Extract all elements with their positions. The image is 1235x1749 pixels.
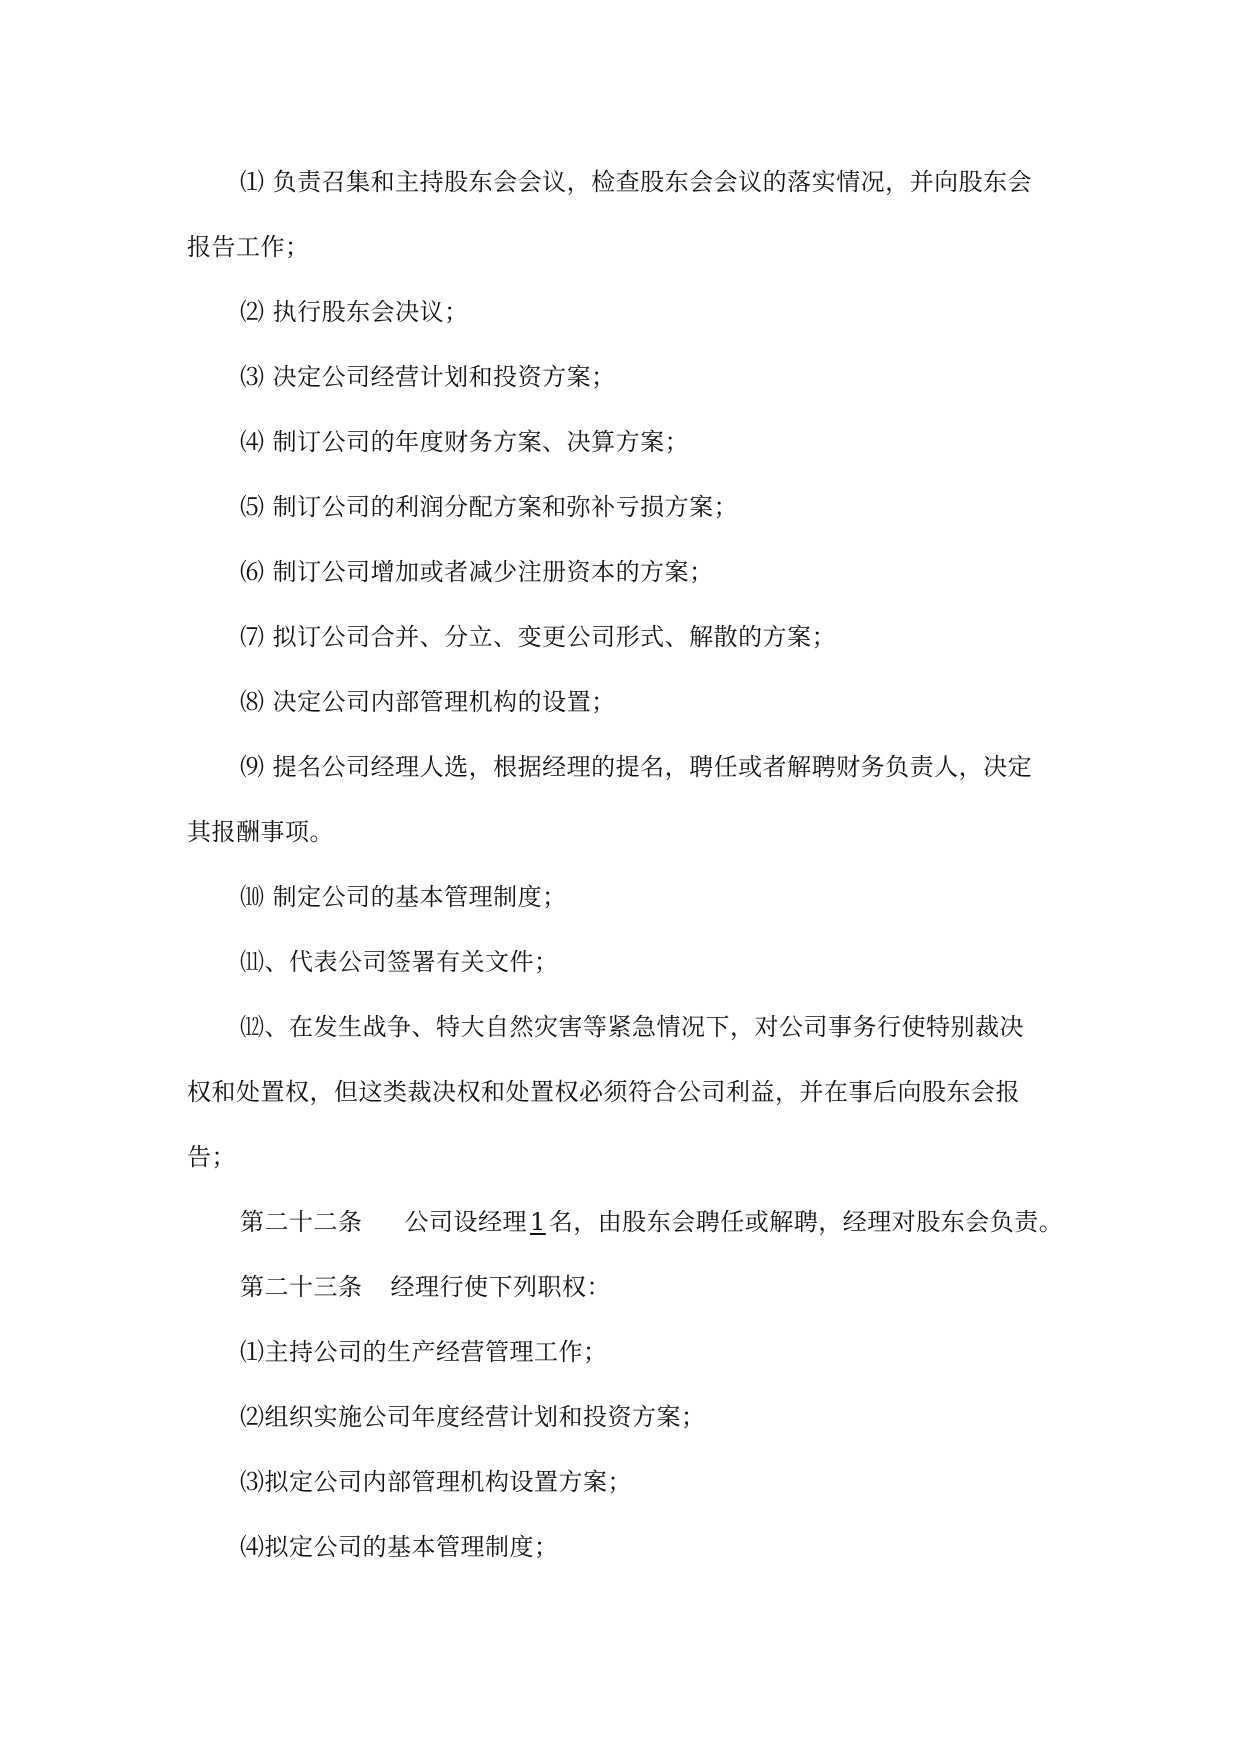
board-power-item-6: ⑹ 制订公司增加或者减少注册资本的方案； xyxy=(240,558,714,586)
board-power-item-1-continuation: 报告工作； xyxy=(187,233,310,261)
board-power-item-12: ⑿、在发生战争、特大自然灾害等紧急情况下，对公司事务行使特别裁决 xyxy=(240,1013,1024,1041)
board-power-item-11: ⑾、代表公司签署有关文件； xyxy=(240,948,559,976)
board-power-item-12-continuation-2: 告； xyxy=(187,1143,236,1171)
manager-power-item-2: ⑵组织实施公司年度经营计划和投资方案； xyxy=(240,1403,706,1431)
board-power-item-5: ⑸ 制订公司的利润分配方案和弥补亏损方案； xyxy=(240,493,739,521)
article-23-text: 经理行使下列职权： xyxy=(390,1273,611,1301)
board-power-item-2: ⑵ 执行股东会决议； xyxy=(240,298,469,326)
board-power-item-4: ⑷ 制订公司的年度财务方案、决算方案； xyxy=(240,428,690,456)
manager-power-item-4: ⑷拟定公司的基本管理制度； xyxy=(240,1533,559,1561)
board-power-item-3: ⑶ 决定公司经营计划和投资方案； xyxy=(240,363,616,391)
board-power-item-9-continuation: 其报酬事项。 xyxy=(187,818,334,846)
board-power-item-12-continuation: 权和处置权，但这类裁决权和处置权必须符合公司利益，并在事后向股东会报 xyxy=(187,1078,1020,1106)
article-22-text-before: 公司设经理 xyxy=(404,1208,527,1236)
board-power-item-9: ⑼ 提名公司经理人选，根据经理的提名，聘任或者解聘财务负责人，决定 xyxy=(240,753,1033,781)
article-23-number: 第二十三条 xyxy=(240,1273,363,1301)
manager-power-item-3: ⑶拟定公司内部管理机构设置方案； xyxy=(240,1468,632,1496)
board-power-item-1: ⑴ 负责召集和主持股东会会议，检查股东会会议的落实情况，并向股东会 xyxy=(240,168,1033,196)
board-power-item-10: ⑽ 制定公司的基本管理制度； xyxy=(240,883,567,911)
board-power-item-7: ⑺ 拟订公司合并、分立、变更公司形式、解散的方案； xyxy=(240,623,837,651)
manager-power-item-1: ⑴主持公司的生产经营管理工作； xyxy=(240,1338,608,1366)
board-power-item-8: ⑻ 决定公司内部管理机构的设置； xyxy=(240,688,616,716)
article-22-number: 第二十二条 xyxy=(240,1208,363,1236)
article-22 xyxy=(240,1207,1063,1237)
manager-count: 1 xyxy=(530,1208,546,1236)
article-22-text-after: 名，由股东会聘任或解聘，经理对股东会负责。 xyxy=(548,1208,1064,1236)
article-23 xyxy=(240,1272,611,1302)
